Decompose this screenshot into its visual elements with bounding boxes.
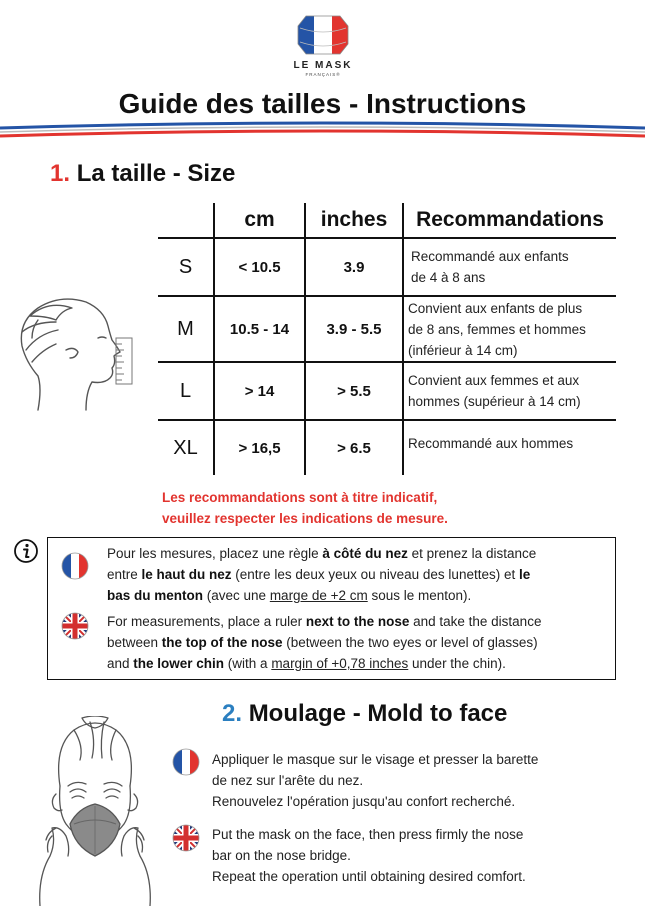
inches-m: 3.9 - 5.5 <box>326 320 382 338</box>
mold-steps-fr: Appliquer le masque sur le visage et presser la barette de nez sur l'arête du nez. Renouvelez l'opération jusqu'au confort recherché. <box>212 752 539 809</box>
section-title: La taille - Size <box>76 160 236 187</box>
inches-xl: > 6.5 <box>337 439 371 457</box>
header-inches: inches <box>320 208 388 231</box>
size-xl: XL <box>173 436 198 459</box>
page-title: Guide des tailles - Instructions <box>118 88 527 119</box>
cm-s: < 10.5 <box>238 258 281 276</box>
rec-xl: Recommandé aux hommes <box>408 436 574 451</box>
section-size-heading <box>50 160 235 188</box>
brand-logo-icon <box>296 14 350 56</box>
cm-l: > 14 <box>244 382 275 400</box>
mold-steps-en: Put the mask on the face, then press firmly the nose bar on the nose bridge. Repeat the operation until obtaining desired comfort. <box>212 827 526 884</box>
size-m: M <box>177 317 194 340</box>
rec-s: Recommandé aux enfants de 4 à 8 ans <box>411 249 569 285</box>
uk-flag-icon <box>61 612 89 640</box>
size-table <box>158 203 616 475</box>
rec-m: Convient aux enfants de plus de 8 ans, femmes et hommes (inférieur à 14 cm) <box>408 301 586 358</box>
brand-subname: FRANÇAIS® <box>305 72 341 77</box>
section-title: Moulage - Mold to face <box>248 700 508 727</box>
cm-xl: > 16,5 <box>238 439 281 457</box>
uk-flag-icon <box>172 824 200 852</box>
face-mask-illustration <box>30 716 160 906</box>
rec-l: Convient aux femmes et aux hommes (supérieur à 14 cm) <box>408 373 581 409</box>
section-number: 2. <box>222 700 243 727</box>
inches-s: 3.9 <box>343 258 365 276</box>
size-warning: Les recommandations sont à titre indicatif, veuillez respecter les indications de mesure. <box>162 490 448 526</box>
instructions-en: For measurements, place a ruler next to the nose and take the distance between the top of the nose (between the two eyes or level of glasses) and the lower chin (with a margin of +0,78 inches under the chin). <box>107 614 542 671</box>
brand-name: LE MASK <box>293 60 353 71</box>
header-cm: cm <box>244 208 275 231</box>
info-icon <box>13 538 39 564</box>
inches-l: > 5.5 <box>337 382 371 400</box>
french-flag-icon <box>61 552 89 580</box>
section-number: 1. <box>50 160 71 187</box>
section-mold-heading <box>222 700 507 728</box>
cm-m: 10.5 - 14 <box>229 320 290 338</box>
french-flag-icon <box>172 748 200 776</box>
instructions-fr: Pour les mesures, placez une règle à côté du nez et prenez la distance entre le haut du nez (entre les deux yeux ou niveau des lunettes) et le bas du menton (avec une marge de +2 cm sous le menton). <box>107 546 537 603</box>
head-measure-illustration <box>8 292 136 414</box>
size-s: S <box>178 255 193 278</box>
size-l: L <box>179 379 192 402</box>
header-recommendations: Recommandations <box>416 208 604 231</box>
tricolor-stripes <box>0 120 645 144</box>
